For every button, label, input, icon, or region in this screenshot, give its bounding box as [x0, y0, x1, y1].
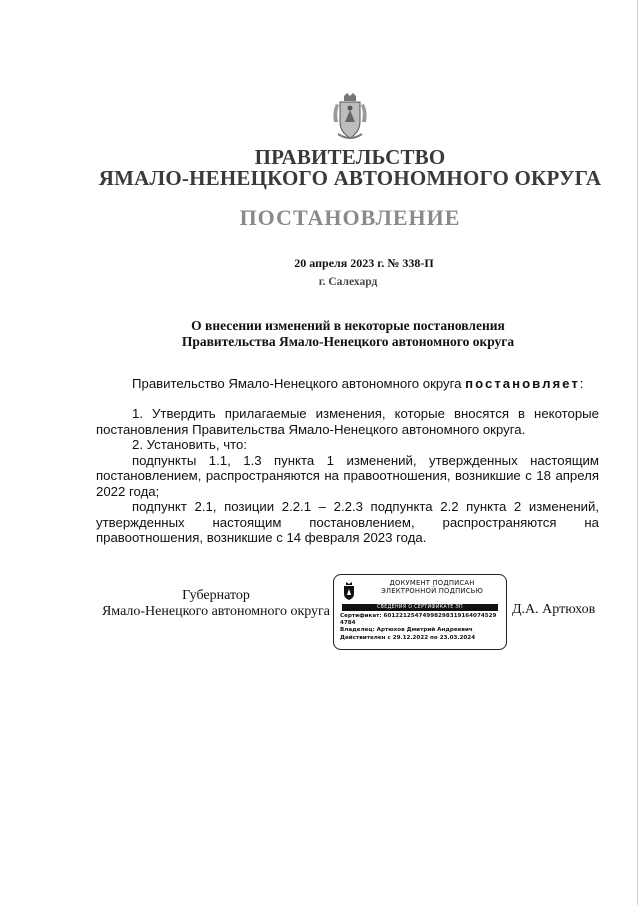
- intro-text: Правительство Ямало-Ненецкого автономного округа: [132, 376, 466, 391]
- stamp-details: [340, 613, 507, 642]
- page-edge: [637, 0, 638, 905]
- document-subject: [0, 318, 640, 350]
- signatory-title-line-1: Губернатор: [182, 588, 250, 603]
- signatory-title-line-2: Ямало-Ненецкого автономного округа: [101, 604, 331, 619]
- stamp-header-line-1: ДОКУМЕНТ ПОДПИСАН: [389, 579, 475, 587]
- stamp-coat-of-arms-icon: [341, 581, 357, 601]
- decree-word: постановляет: [465, 376, 580, 391]
- electronic-signature-stamp: [333, 574, 507, 650]
- intro-colon: :: [579, 376, 584, 391]
- item-2-b: подпункт 2.1, позиции 2.2.1 – 2.2.3 подпункта 2.2 пункта 2 изменений, утвержденных настоящим постановлением, распространяются на правоотношения, возникшие с 14 февраля 2023 года.: [96, 499, 599, 545]
- item-2-a: подпункты 1.1, 1.3 пункта 1 изменений, утвержденных настоящим постановлением, распространяются на правоотношения, возникшие с 18 апреля 2022 года;: [96, 452, 599, 499]
- decree-intro: [96, 376, 599, 392]
- signatory-title: [96, 588, 336, 620]
- item-2: 2. Установить, что:: [132, 437, 247, 452]
- date-and-number: 20 апреля 2023 г. № 338-П: [294, 256, 434, 270]
- stamp-certificate-bar: СВЕДЕНИЯ О СЕРТИФИКАТЕ ЭП: [342, 604, 498, 611]
- region-title: ЯМАЛО-НЕНЕЦКОГО АВТОНОМНОГО ОКРУГА: [98, 166, 602, 190]
- item-1: 1. Утвердить прилагаемые изменения, которые вносятся в некоторые постановления Правительства Ямало-Ненецкого автономного округа.: [96, 406, 599, 437]
- stamp-header: [360, 579, 504, 595]
- coat-of-arms-icon: [330, 92, 370, 142]
- document-type: ПОСТАНОВЛЕНИЕ: [239, 205, 461, 230]
- subject-line-2: Правительства Ямало-Ненецкого автономного округа: [181, 334, 515, 349]
- government-title: ПРАВИТЕЛЬСТВО: [254, 145, 446, 169]
- city: г. Салехард: [318, 276, 378, 288]
- stamp-owner: Владелец: Артюхов Дмитрий Андреевич: [340, 627, 473, 634]
- stamp-header-line-2: ЭЛЕКТРОННОЙ ПОДПИСЬЮ: [380, 587, 484, 595]
- subject-line-1: О внесении изменений в некоторые постановления: [191, 318, 505, 333]
- stamp-validity: Действителен с 29.12.2022 по 23.03.2024: [340, 634, 476, 641]
- decree-body: [96, 406, 599, 546]
- signatory-name: Д.А. Артюхов: [512, 602, 596, 617]
- stamp-certificate-line-2: 4784: [340, 620, 356, 627]
- stamp-certificate-line-1: Сертификат: 60122125474998298319164074529: [340, 613, 497, 619]
